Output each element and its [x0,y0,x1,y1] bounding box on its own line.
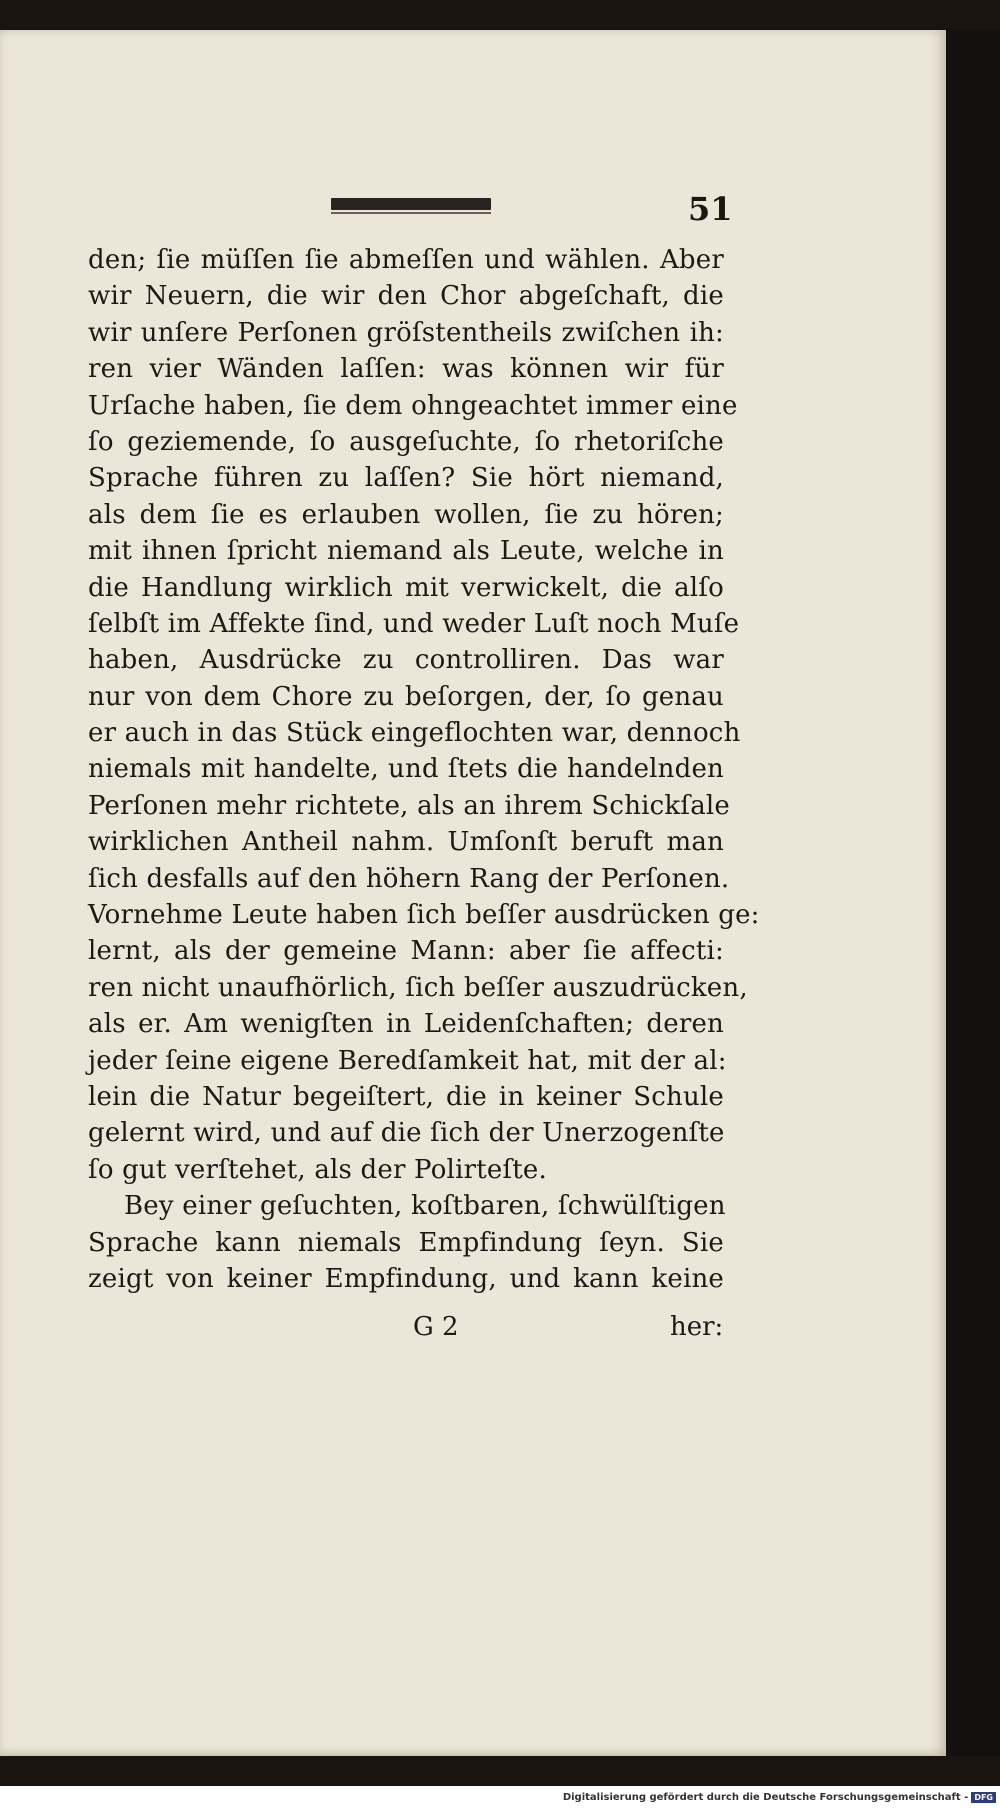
text-line: Perſonen mehr richtete, als an ihrem Schickſale [88,790,730,821]
header-rule [331,198,491,210]
text-line: niemals mit handelte, und ſtets die handelnden [88,754,724,785]
text-line: mit ihnen ſpricht niemand als Leute, welche in [88,536,724,567]
text-line: Sprache führen zu laſſen? Sie hört niemand, [88,463,724,494]
digitization-credit [563,1792,996,1803]
dfg-logo: DFG [971,1792,996,1803]
text-line: haben, Ausdrücke zu controlliren. Das war [88,645,724,676]
text-line: Sprache kann niemals Empfindung ſeyn. Sie [88,1227,724,1258]
text-line: er auch in das Stück eingeflochten war, dennoch [88,718,741,749]
text-line: Vornehme Leute haben ſich beſſer ausdrücken ge: [88,900,760,931]
text-line: die Handlung wirklich mit verwickelt, die alſo [88,572,724,603]
text-line-paragraph-start: Bey einer geſuchten, koſtbaren, ſchwülſtigen [124,1191,726,1222]
text-line: ren vier Wänden laſſen: was können wir für [88,354,724,385]
text-line: wir unſere Perſonen gröſstentheils zwiſchen ih: [88,317,724,348]
text-line: ſo geziemende, ſo ausgeſuchte, ſo rhetoriſche [88,426,724,457]
text-line: ſich desfalls auf den höhern Rang der Perſonen. [88,863,730,894]
text-line: zeigt von keiner Empfindung, und kann keine [88,1263,724,1294]
credit-text: Digitalisierung gefördert durch die Deutsche Forschungsgemeinschaft - [562,1792,969,1803]
text-line: wir Neuern, die wir den Chor abgeſchaft, die [88,281,724,312]
catchword: her: [670,1312,724,1342]
page-edge-shadow [946,30,1000,1756]
text-line: gelernt wird, und auf die ſich der Unerzogenſte [88,1118,725,1149]
text-line: den; ſie müſſen ſie abmeſſen und wählen. Aber [88,245,724,275]
page-number: 51 [688,190,733,228]
text-line: lein die Natur begeiſtert, die in keiner Schule [88,1081,724,1112]
body-text [88,242,760,1297]
signature-mark: G 2 [413,1312,459,1342]
text-line: lernt, als der gemeine Mann: aber ſie affecti: [88,936,724,967]
text-line: nur von dem Chore zu beſorgen, der, ſo genau [88,681,724,712]
text-line: ſelbſt im Affekte ſind, und weder Luſt noch Muſe [88,608,740,639]
text-line: als dem ſie es erlauben wollen, ſie zu hören; [88,499,724,530]
text-line: Urſache haben, ſie dem ohngeachtet immer eine [88,390,738,421]
text-line: ſo gut verſtehet, als der Polirteſte. [88,1154,547,1185]
text-line: ren nicht unaufhörlich, ſich beſſer auszudrücken, [88,972,748,1003]
text-line: jeder ſeine eigene Beredſamkeit hat, mit der al: [88,1045,727,1076]
text-line: als er. Am wenigſten in Leidenſchaften; deren [88,1009,724,1040]
text-line: wirklichen Antheil nahm. Umſonſt beruft man [88,827,724,858]
